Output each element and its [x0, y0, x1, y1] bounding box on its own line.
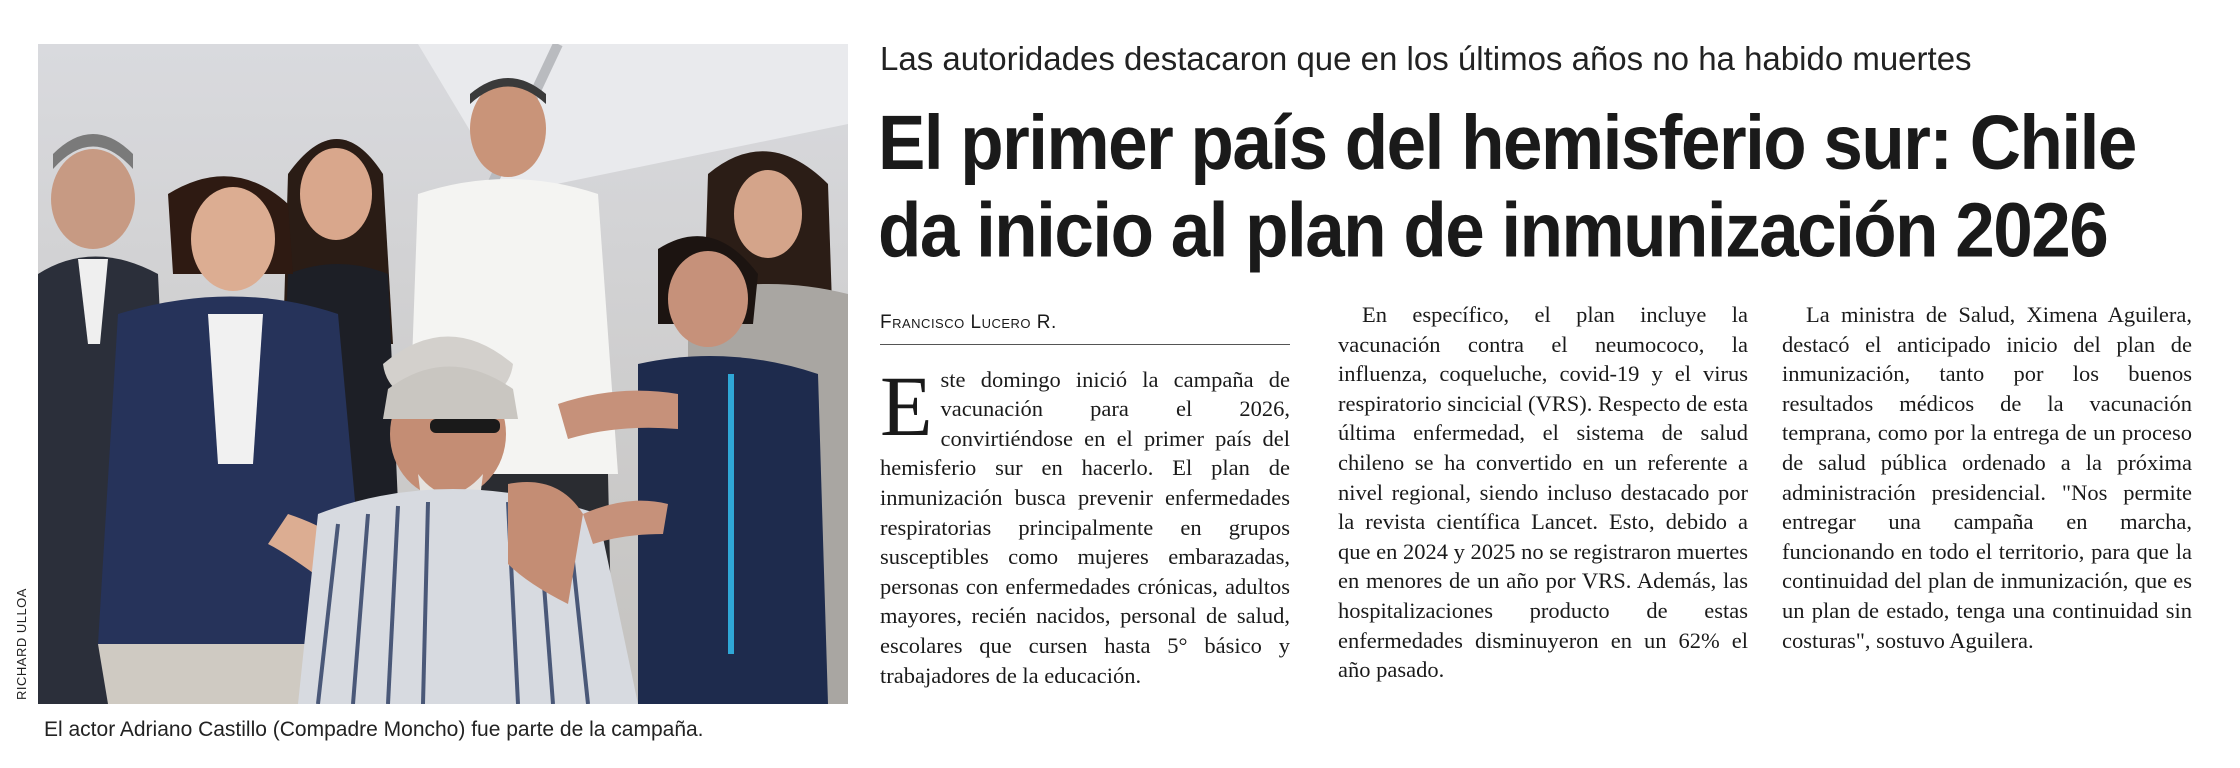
- news-photo: [38, 44, 848, 704]
- vaccination-scene-illustration: [38, 44, 848, 704]
- photo-credit: RICHARD ULLOA: [14, 588, 29, 700]
- byline: Francisco Lucero R.: [880, 308, 1290, 345]
- article-column-3: [1782, 300, 2192, 655]
- article-column-2: [1338, 300, 1748, 685]
- column-1-text: ste domingo inició la campaña de vacunación para el 2026, convirtiéndose en el primer país del hemisferio sur en hacerlo. El plan de inmunización busca prevenir enfermedades respiratorias principalmente en grupos susceptibles como mujeres embarazadas, personas con enfermedades crónicas, adultos mayores, recién nacidos, personal de salud, escolares que cursen hasta 5° básico y trabajadores de la educación.: [880, 366, 1290, 688]
- article-headline: [878, 100, 2218, 275]
- column-1-paragraph: [880, 357, 1290, 691]
- column-3-text: La ministra de Salud, Ximena Aguilera, destacó el anticipado inicio del plan de inmunización, tanto por los buenos resultados médicos de la vacunación temprana, como por la entrega de un proceso de salud pública ordenado a la próxima administración presidencial. "Nos permite entregar una campaña en marcha, funcionando en todo el territorio, para que la continuidad del plan de inmunización, que es un plan de estado, tenga una continuidad sin costuras", sostuvo Aguilera.: [1782, 302, 2192, 653]
- photo-caption: El actor Adriano Castillo (Compadre Moncho) fue parte de la campaña.: [44, 718, 704, 741]
- article-kicker: Las autoridades destacaron que en los últimos años no ha habido muertes: [880, 40, 1972, 77]
- drop-cap: E: [880, 357, 933, 454]
- article-column-1: [880, 308, 1290, 690]
- column-2-text: En específico, el plan incluye la vacunación contra el neumococo, la influenza, coqueluche, covid-19 y el virus respiratorio sincicial (VRS). Respecto de esta última enfermedad, el sistema de salud chileno se ha convertido en un referente a nivel regional, siendo incluso destacado por la revista científica Lancet. Esto, debido a que en 2024 y 2025 no se registraron muertes en menores de un año por VRS. Además, las hospitalizaciones producto de estas enfermedades disminuyeron en un 62% el año pasado.: [1338, 302, 1748, 683]
- headline-line-1: El primer país del hemisferio sur: Chile: [878, 101, 2136, 187]
- headline-line-2: da inicio al plan de inmunización 2026: [878, 188, 2108, 274]
